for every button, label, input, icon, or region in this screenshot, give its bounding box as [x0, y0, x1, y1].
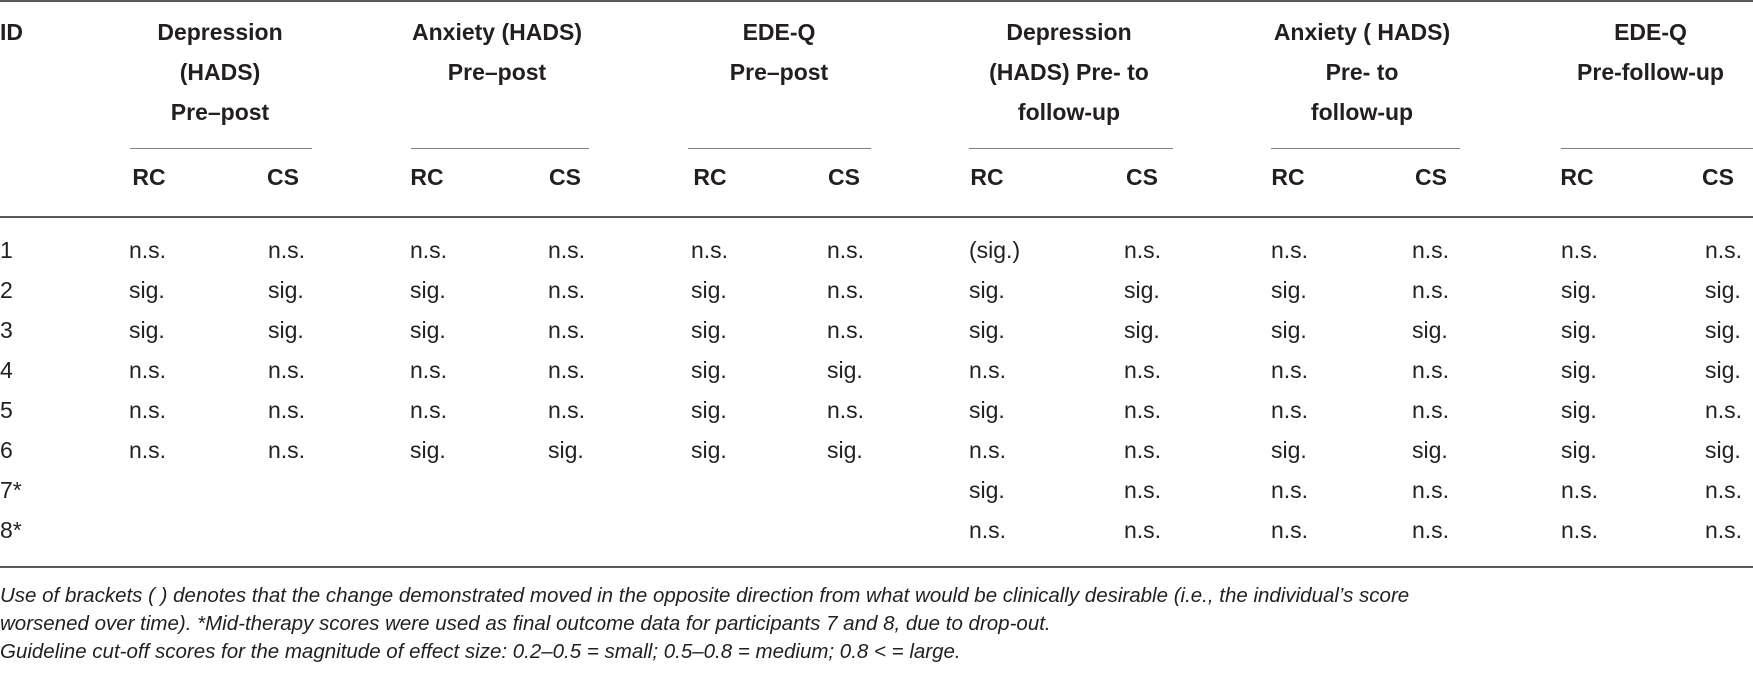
table-cell: n.s.	[129, 237, 167, 263]
table-cell: sig.	[1271, 277, 1307, 303]
table-cell: n.s.	[410, 357, 448, 383]
table-cell: sig.	[969, 477, 1005, 503]
table-cell: sig.	[1412, 317, 1448, 343]
table-cell: sig.	[129, 277, 165, 303]
table-cell: n.s.	[827, 277, 865, 303]
table-cell: sig.	[1705, 357, 1741, 383]
row-id: 4	[0, 357, 13, 383]
table-cell: n.s.	[1271, 517, 1309, 543]
table-cell: sig.	[827, 357, 863, 383]
table-cell: sig.	[691, 277, 727, 303]
table-cell: sig.	[1705, 317, 1741, 343]
table-cell: sig.	[268, 277, 304, 303]
sub-header-cs: CS	[828, 164, 860, 190]
table-cell: sig.	[691, 437, 727, 463]
row-id: 2	[0, 277, 13, 303]
sub-header-cs: CS	[1415, 164, 1447, 190]
table-cell: n.s.	[548, 357, 586, 383]
table-cell: sig.	[1561, 277, 1597, 303]
table-cell: n.s.	[1124, 397, 1162, 423]
table-cell: n.s.	[969, 517, 1007, 543]
table-cell: n.s.	[1271, 477, 1309, 503]
table-cell: n.s.	[268, 237, 306, 263]
table-cell: sig.	[691, 317, 727, 343]
sub-header-rc: RC	[1271, 164, 1305, 190]
table-cell: n.s.	[129, 397, 167, 423]
footnote-line: Guideline cut-off scores for the magnitude of effect size: 0.2–0.5 = small; 0.5–0.8 = medium; 0.8 < = large.	[0, 640, 961, 663]
table-cell: sig.	[410, 437, 446, 463]
table-cell: n.s.	[410, 237, 448, 263]
group-underline	[688, 148, 871, 149]
table-cell: n.s.	[1412, 357, 1450, 383]
table-cell: sig.	[1561, 357, 1597, 383]
sub-header-cs: CS	[549, 164, 581, 190]
table-cell: n.s.	[1124, 437, 1162, 463]
table-cell: sig.	[1705, 277, 1741, 303]
row-id: 5	[0, 397, 13, 423]
table-cell: sig.	[1271, 317, 1307, 343]
table-cell: n.s.	[1412, 477, 1450, 503]
table-cell: sig.	[268, 317, 304, 343]
table-cell: sig.	[129, 317, 165, 343]
table-cell: n.s.	[1705, 237, 1743, 263]
row-id: 1	[0, 237, 13, 263]
header-body-rule	[0, 216, 1753, 218]
group-header-edeq-followup: EDE-Q Pre-follow-up	[1577, 19, 1724, 85]
table-cell: n.s.	[827, 317, 865, 343]
table-cell: n.s.	[827, 237, 865, 263]
row-id: 6	[0, 437, 13, 463]
group-header-anxiety-pre-post: Anxiety (HADS) Pre–post	[412, 19, 582, 85]
table-cell: sig.	[1124, 317, 1160, 343]
table-cell: n.s.	[268, 437, 306, 463]
table-cell: n.s.	[129, 437, 167, 463]
table-cell: n.s.	[548, 317, 586, 343]
table-cell: n.s.	[969, 357, 1007, 383]
id-column-header: ID	[0, 19, 23, 45]
table-cell: n.s.	[129, 357, 167, 383]
table-cell: n.s.	[1124, 477, 1162, 503]
sub-header-rc: RC	[970, 164, 1004, 190]
sub-header-rc: RC	[410, 164, 444, 190]
table-cell: sig.	[410, 277, 446, 303]
table-cell: n.s.	[1412, 277, 1450, 303]
table-cell: n.s.	[1271, 397, 1309, 423]
group-header-edeq-pre-post: EDE-Q Pre–post	[729, 19, 829, 85]
table-cell: n.s.	[691, 237, 729, 263]
group-header-anxiety-followup: Anxiety ( HADS) Pre- to follow-up	[1273, 19, 1451, 125]
table-cell: sig.	[691, 397, 727, 423]
table-cell: n.s.	[1705, 477, 1743, 503]
footnote-line: Use of brackets ( ) denotes that the change demonstrated moved in the opposite direction from what would be clinically desirable (i.e., the individual’s score	[0, 584, 1410, 607]
table-cell: (sig.)	[969, 237, 1021, 263]
table-cell: n.s.	[1561, 517, 1599, 543]
table-cell: sig.	[827, 437, 863, 463]
sub-header-cs: CS	[267, 164, 299, 190]
table-cell: sig.	[969, 277, 1005, 303]
table-cell: sig.	[1561, 437, 1597, 463]
table-cell: n.s.	[268, 357, 306, 383]
group-underline	[411, 148, 589, 149]
table-cell: n.s.	[410, 397, 448, 423]
sub-header-rc: RC	[693, 164, 727, 190]
table-top-rule	[0, 0, 1753, 2]
table-cell: n.s.	[1412, 397, 1450, 423]
sub-header-cs: CS	[1702, 164, 1734, 190]
table-cell: n.s.	[548, 397, 586, 423]
table-cell: sig.	[548, 437, 584, 463]
table-bottom-rule	[0, 566, 1753, 568]
table-cell: sig.	[1124, 277, 1160, 303]
footnote-line: worsened over time). *Mid-therapy scores were used as final outcome data for participants 7 and 8, due to drop-out.	[0, 612, 1051, 635]
table-cell: n.s.	[1271, 357, 1309, 383]
group-header-depression-pre-post: Depression (HADS) Pre–post	[157, 19, 283, 125]
group-underline	[130, 148, 312, 149]
table-cell: n.s.	[1271, 237, 1309, 263]
table-cell: n.s.	[1561, 477, 1599, 503]
table-cell: n.s.	[268, 397, 306, 423]
table-cell: sig.	[1412, 437, 1448, 463]
table-cell: sig.	[691, 357, 727, 383]
table-cell: n.s.	[1705, 517, 1743, 543]
table-cell: sig.	[1705, 437, 1741, 463]
table-cell: sig.	[410, 317, 446, 343]
group-underline	[1561, 148, 1753, 149]
table-cell: n.s.	[548, 277, 586, 303]
sub-header-cs: CS	[1126, 164, 1158, 190]
table-cell: sig.	[969, 397, 1005, 423]
row-id: 3	[0, 317, 13, 343]
sub-header-rc: RC	[132, 164, 166, 190]
group-underline	[1271, 148, 1460, 149]
row-id: 8*	[0, 517, 22, 543]
table-cell: sig.	[969, 317, 1005, 343]
table-cell: n.s.	[969, 437, 1007, 463]
table-cell: n.s.	[1561, 237, 1599, 263]
sub-header-rc: RC	[1560, 164, 1594, 190]
table-cell: sig.	[1271, 437, 1307, 463]
table-cell: sig.	[1561, 317, 1597, 343]
table-cell: n.s.	[827, 397, 865, 423]
table-cell: n.s.	[1412, 237, 1450, 263]
table-cell: sig.	[1561, 397, 1597, 423]
table-cell: n.s.	[1124, 237, 1162, 263]
group-underline	[969, 148, 1173, 149]
table-cell: n.s.	[1705, 397, 1743, 423]
row-id: 7*	[0, 477, 22, 503]
table-cell: n.s.	[1124, 357, 1162, 383]
table-cell: n.s.	[1124, 517, 1162, 543]
group-header-depression-followup: Depression (HADS) Pre- to follow-up	[989, 19, 1149, 125]
table-cell: n.s.	[1412, 517, 1450, 543]
table-cell: n.s.	[548, 237, 586, 263]
